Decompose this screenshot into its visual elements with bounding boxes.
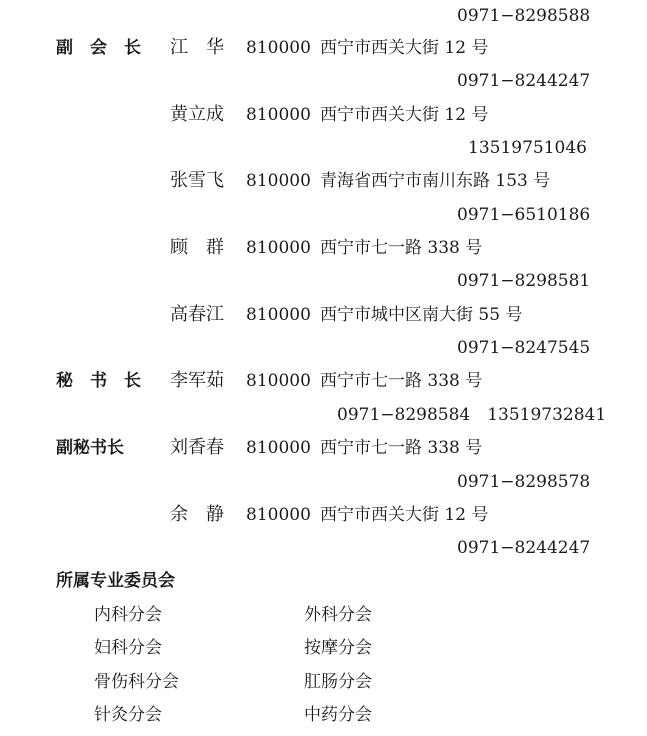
committee-item: 外科分会: [304, 605, 372, 625]
member-name: 李军茹: [170, 370, 224, 391]
address: 西宁市七一路 338 号: [320, 438, 483, 458]
postcode: 810000: [246, 238, 311, 258]
phone-line: 13519751046: [468, 138, 587, 158]
member-name: 顾 群: [170, 237, 224, 258]
phone-line: 0971−8298584 13519732841: [337, 405, 607, 425]
member-name: 高春江: [170, 304, 224, 325]
committee-item: 妇科分会: [94, 638, 162, 658]
section-title: 所属专业委员会: [56, 571, 175, 591]
member-name: 黄立成: [170, 104, 224, 125]
role-label: 副秘书长: [56, 438, 124, 458]
member-name: 刘香春: [170, 437, 224, 458]
postcode: 810000: [246, 305, 311, 325]
committee-item: 中药分会: [304, 705, 372, 725]
address: 青海省西宁市南川东路 153 号: [320, 171, 551, 191]
phone-line: 0971−8298581: [457, 271, 591, 291]
postcode: 810000: [246, 38, 311, 58]
address: 西宁市七一路 338 号: [320, 371, 483, 391]
address: 西宁市七一路 338 号: [320, 238, 483, 258]
committee-item: 骨伤科分会: [94, 672, 179, 692]
address: 西宁市城中区南大街 55 号: [320, 305, 523, 325]
phone-line: 0971−8298578: [457, 472, 591, 492]
address: 西宁市西关大街 12 号: [320, 105, 489, 125]
address: 西宁市西关大街 12 号: [320, 505, 489, 525]
postcode: 810000: [246, 438, 311, 458]
phone-line: 0971−6510186: [457, 205, 591, 225]
postcode: 810000: [246, 171, 311, 191]
address: 西宁市西关大街 12 号: [320, 38, 489, 58]
committee-item: 内科分会: [94, 605, 162, 625]
phone-line: 0971−8298588: [457, 6, 591, 26]
phone-line: 0971−8247545: [457, 338, 591, 358]
postcode: 810000: [246, 105, 311, 125]
member-name: 余 静: [170, 504, 224, 525]
postcode: 810000: [246, 505, 311, 525]
member-name: 江 华: [170, 37, 224, 58]
phone-line: 0971−8244247: [457, 538, 591, 558]
phone-line: 0971−8244247: [457, 71, 591, 91]
postcode: 810000: [246, 371, 311, 391]
member-name: 张雪飞: [170, 170, 224, 191]
committee-item: 针灸分会: [94, 705, 162, 725]
role-label: 秘 书 长: [56, 371, 141, 391]
committee-item: 肛肠分会: [304, 672, 372, 692]
committee-item: 按摩分会: [304, 638, 372, 658]
role-label: 副 会 长: [56, 38, 141, 58]
